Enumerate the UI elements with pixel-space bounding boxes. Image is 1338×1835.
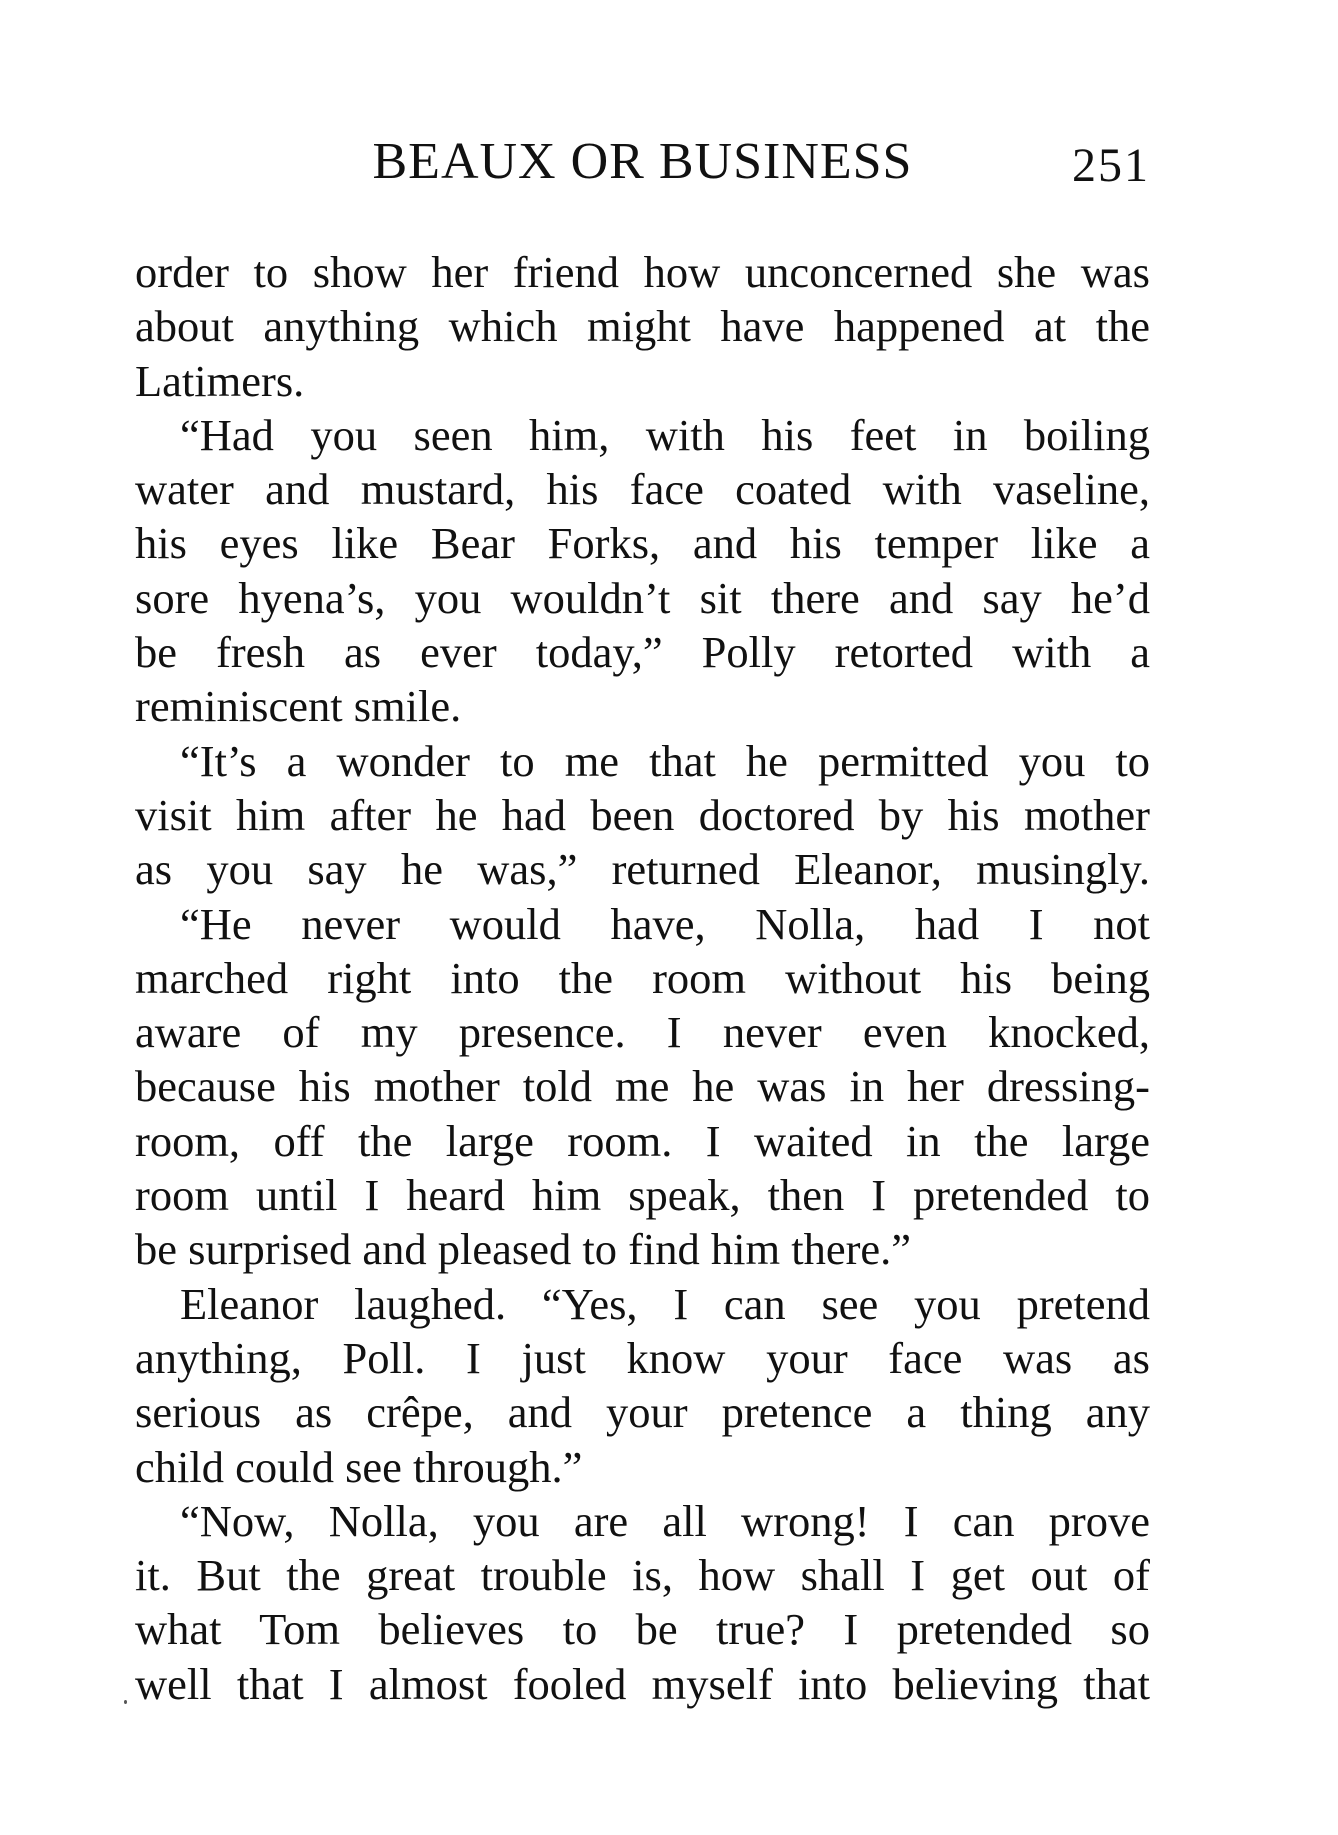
text-line: “He never would have, Nolla, had I not xyxy=(180,898,1150,949)
text-line: be fresh as ever today,” Polly retorted with a xyxy=(135,627,1150,678)
text-line: his eyes like Bear Forks, and his temper like a xyxy=(135,518,1150,569)
text-line: it. But the great trouble is, how shall I get out of xyxy=(135,1550,1150,1601)
text-line: aware of my presence. I never even knocked, xyxy=(135,1007,1150,1058)
text-line: be surprised and pleased to find him there.” xyxy=(135,1224,912,1275)
text-line: as you say he was,” returned Eleanor, musingly. xyxy=(135,844,1150,895)
text-line: because his mother told me he was in her dressing- xyxy=(135,1061,1150,1112)
text-line: “It’s a wonder to me that he permitted you to xyxy=(180,735,1150,786)
text-line: well that I almost fooled myself into believing that xyxy=(135,1658,1150,1709)
text-line: Latimers. xyxy=(135,355,305,406)
text-line: Eleanor laughed. “Yes, I can see you pretend xyxy=(180,1278,1150,1329)
text-line: “Now, Nolla, you are all wrong! I can prove xyxy=(180,1495,1150,1546)
text-line: what Tom believes to be true? I pretended so xyxy=(135,1604,1150,1655)
ink-speck xyxy=(124,1700,127,1704)
body-text xyxy=(135,245,1150,1711)
text-line: anything, Poll. I just know your face was as xyxy=(135,1332,1150,1383)
text-line: order to show her friend how unconcerned she was xyxy=(135,247,1150,297)
text-line: marched right into the room without his being xyxy=(135,952,1150,1003)
text-line: water and mustard, his face coated with vaseline, xyxy=(135,464,1150,515)
running-title: BEAUX OR BUSINESS xyxy=(372,133,913,190)
text-line: about anything which might have happened at the xyxy=(135,301,1150,352)
text-line: reminiscent smile. xyxy=(135,681,462,732)
text-line: room, off the large room. I waited in the large xyxy=(135,1115,1150,1166)
text-line: sore hyena’s, you wouldn’t sit there and say he’d xyxy=(135,572,1150,623)
running-head xyxy=(135,132,1150,192)
text-line: “Had you seen him, with his feet in boiling xyxy=(180,409,1150,460)
text-line: room until I heard him speak, then I pretended to xyxy=(135,1170,1150,1221)
page-number: 251 xyxy=(1072,139,1150,192)
text-line: serious as crêpe, and your pretence a thing any xyxy=(135,1387,1150,1438)
text-line: visit him after he had been doctored by his mother xyxy=(135,789,1150,840)
text-line: child could see through.” xyxy=(135,1441,583,1492)
